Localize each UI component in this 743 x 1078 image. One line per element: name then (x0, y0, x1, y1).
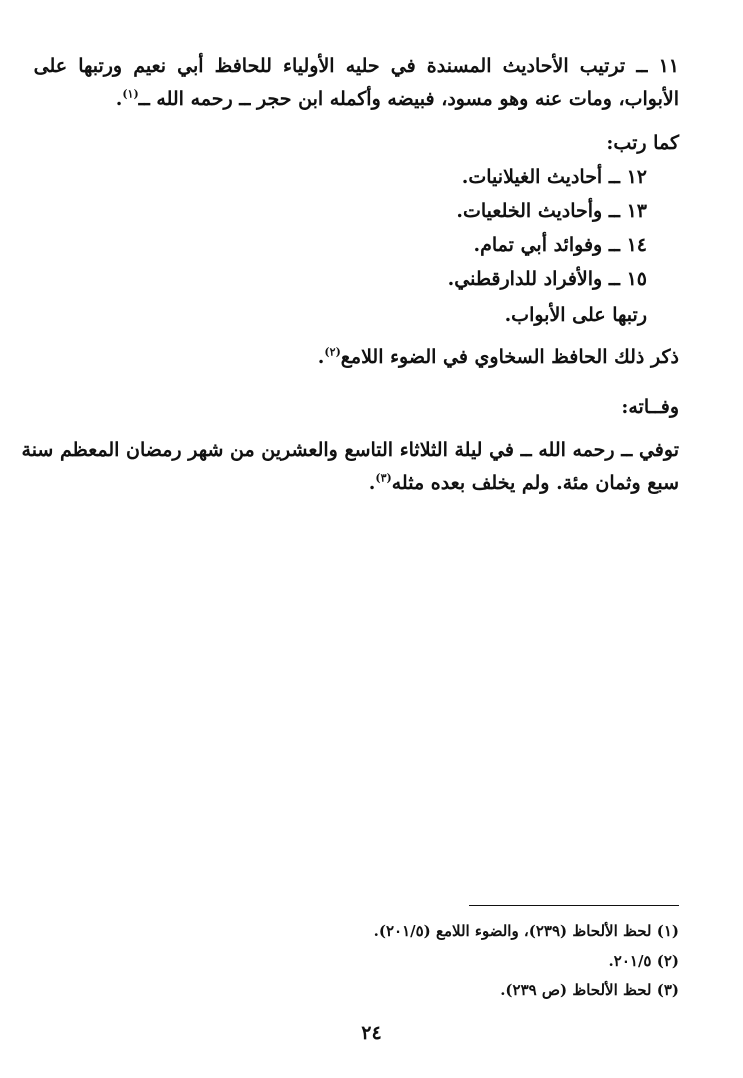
footnote-ref-2: (٢) (324, 345, 341, 359)
page-number: ٢٤ (361, 1022, 382, 1044)
dhakara-text: ذكر ذلك الحافظ السخاوي في الضوء اللامع (340, 346, 679, 368)
item-11-line-1: ١١ ــ ترتيب الأحاديث المسندة في حليه الأولياء للحافظ أبي نعيم ورتبها على (33, 55, 679, 77)
item-11-line-2-end: . (115, 88, 123, 110)
list-item-14: ١٤ ــ وفوائد أبي تمام. (473, 234, 647, 256)
footnote-ref-3: (٣) (375, 471, 392, 485)
item-11-line-2 (116, 86, 679, 112)
list-item-12: ١٢ ــ أحاديث الغيلانيات. (461, 166, 647, 188)
list-item-15: ١٥ ــ والأفراد للدارقطني. (447, 268, 647, 290)
kama-rattaba-heading: كما رتب: (606, 132, 679, 154)
death-line-1: توفي ــ رحمه الله ــ في ليلة الثلاثاء التاسع والعشرين من شهر رمضان المعظم سنة (21, 439, 679, 461)
footnote-separator (469, 905, 679, 906)
item-11-line-2-text: الأبواب، ومات عنه وهو مسود، فبيضه وأكمله ابن حجر ــ رحمه الله ــ (138, 88, 679, 110)
footnote-2: (٢) ٢٠١/٥. (608, 952, 679, 970)
death-line-2-text: سبع وثمان مئة. ولم يخلف بعده مثله (391, 472, 679, 494)
death-line-2-end: . (368, 472, 376, 494)
death-line-2 (369, 470, 679, 496)
footnote-3: (٣) لحظ الألحاظ (ص ٢٣٩). (500, 981, 679, 999)
dhakara-line (318, 344, 679, 370)
death-heading: وفــاته: (621, 396, 679, 418)
dhakara-end: . (317, 346, 325, 368)
list-item-13: ١٣ ــ وأحاديث الخلعيات. (456, 200, 647, 222)
footnote-1: (١) لحظ الألحاظ (٢٣٩)، والضوء اللامع (٢٠١/٥). (373, 922, 679, 940)
rattabaha-line: رتبها على الأبواب. (504, 304, 647, 326)
footnote-ref-1: (١) (122, 87, 139, 101)
